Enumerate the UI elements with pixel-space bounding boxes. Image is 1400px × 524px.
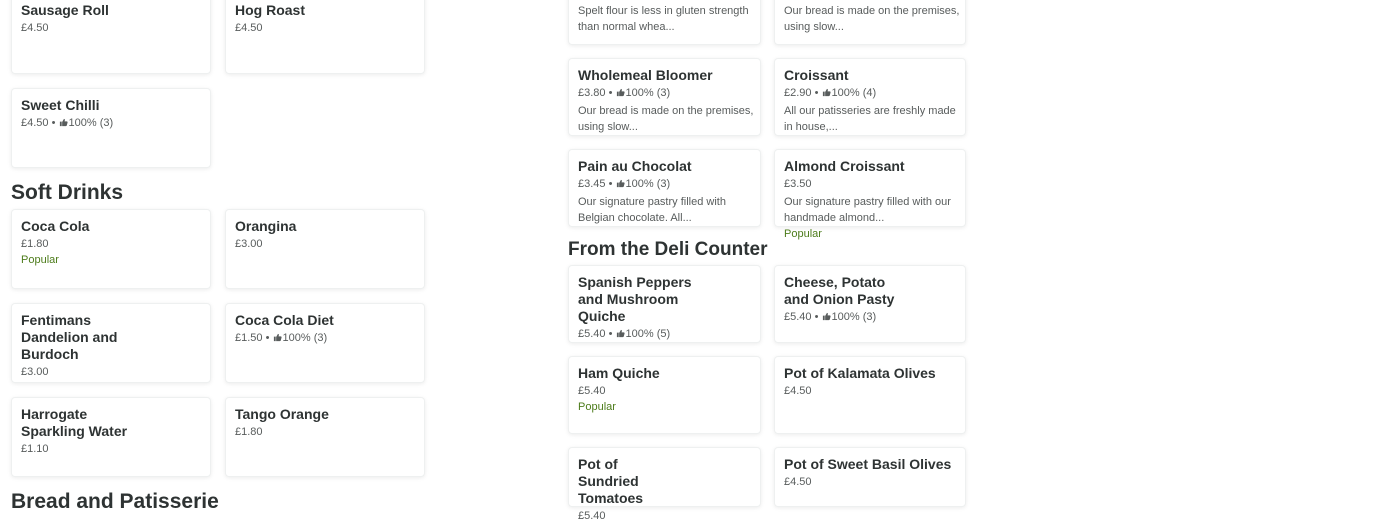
rating-count: (3) (99, 117, 114, 129)
item-price: £5.40 (578, 510, 606, 522)
item-meta (784, 85, 956, 101)
rating-count: (5) (656, 328, 671, 340)
item-description: Spelt flour is less in gluten strength than normal whea... (578, 5, 749, 33)
item-description: All our patisseries are freshly made in house,... (784, 105, 956, 133)
popular-badge: Popular (21, 254, 59, 266)
thumbs-up-icon (822, 88, 831, 97)
item-name: Spanish Peppers and Mushroom Quiche (578, 274, 692, 324)
menu-item-bread[interactable] (774, 0, 966, 45)
item-name: Pot of Kalamata Olives (784, 365, 936, 381)
separator: • (265, 332, 270, 344)
rating-count: (4) (862, 87, 877, 99)
section-title-soft-drinks: Soft Drinks (11, 181, 124, 204)
separator: • (814, 311, 819, 323)
item-price: £1.80 (235, 426, 263, 438)
thumbs-up-icon (273, 333, 282, 342)
item-name: Cheese, Potato and Onion Pasty (784, 274, 895, 307)
rating-count: (3) (656, 178, 671, 190)
menu-item-pain-au-chocolat[interactable] (568, 149, 761, 227)
item-description: Our signature pastry filled with Belgian chocolate. All... (578, 196, 726, 224)
item-name: Orangina (235, 218, 297, 234)
menu-item-harrogate-water[interactable] (11, 397, 211, 477)
menu-item-spanish-peppers-quiche[interactable] (568, 265, 761, 343)
item-price: £4.50 (235, 22, 263, 34)
item-name: Fentimans Dandelion and Burdoch (21, 312, 118, 362)
item-price: £3.45 (578, 178, 606, 190)
menu-item-coca-cola[interactable] (11, 209, 211, 289)
popular-badge: Popular (578, 401, 616, 413)
item-price: £1.10 (21, 443, 49, 455)
menu-item-almond-croissant[interactable] (774, 149, 966, 240)
item-meta (235, 330, 415, 346)
item-name: Wholemeal Bloomer (578, 67, 713, 83)
menu-item-sundried-tomatoes[interactable] (568, 447, 761, 522)
menu-item-sweet-basil-olives[interactable] (774, 447, 966, 507)
item-name: Tango Orange (235, 406, 329, 422)
menu-item-sausage-roll[interactable] (11, 0, 211, 74)
item-price: £3.00 (21, 366, 49, 378)
item-price: £5.40 (578, 328, 606, 340)
thumbs-up-icon (822, 312, 831, 321)
thumbs-up-icon (616, 329, 625, 338)
section-title-bread-patisserie: Bread and Patisserie (11, 490, 219, 513)
item-price: £4.50 (21, 117, 49, 129)
popular-badge: Popular (784, 228, 822, 240)
item-meta (784, 309, 956, 325)
item-price: £3.00 (235, 238, 263, 250)
item-price: £3.80 (578, 87, 606, 99)
separator: • (608, 178, 613, 190)
menu-item-hog-roast[interactable] (225, 0, 425, 74)
item-price: £2.90 (784, 87, 812, 99)
menu-item-cheese-potato-pasty[interactable] (774, 265, 966, 343)
menu-item-tango-orange[interactable] (225, 397, 425, 477)
rating-count: (3) (862, 311, 877, 323)
item-price: £4.50 (784, 385, 812, 397)
menu-item-wholemeal-bloomer[interactable] (568, 58, 761, 136)
menu-item-ham-quiche[interactable] (568, 356, 761, 434)
rating-percent: 100% (831, 311, 860, 323)
item-meta (578, 176, 751, 192)
separator: • (608, 87, 613, 99)
thumbs-up-icon (59, 118, 68, 127)
section-title-deli-counter: From the Deli Counter (568, 239, 768, 260)
item-price: £1.50 (235, 332, 263, 344)
item-name: Almond Croissant (784, 158, 905, 174)
item-name: Sausage Roll (21, 2, 109, 18)
menu-item-fentimans[interactable] (11, 303, 211, 383)
item-price: £1.80 (21, 238, 49, 250)
item-meta (578, 85, 751, 101)
item-name: Croissant (784, 67, 849, 83)
menu-item-spelt-bread[interactable] (568, 0, 761, 45)
rating-count: (3) (313, 332, 328, 344)
item-price: £3.50 (784, 178, 812, 190)
item-description: Our signature pastry filled with our handmade almond... (784, 196, 951, 224)
separator: • (51, 117, 56, 129)
item-price: £5.40 (784, 311, 812, 323)
item-description: Our bread is made on the premises, using slow... (784, 5, 960, 33)
rating-count: (3) (656, 87, 671, 99)
rating-percent: 100% (625, 87, 654, 99)
menu-item-croissant[interactable] (774, 58, 966, 136)
item-name: Harrogate Sparkling Water (21, 406, 128, 439)
menu-item-kalamata-olives[interactable] (774, 356, 966, 434)
thumbs-up-icon (616, 88, 625, 97)
rating-percent: 100% (68, 117, 97, 129)
item-name: Pot of Sundried Tomatoes (578, 456, 644, 506)
item-meta (21, 115, 201, 131)
separator: • (608, 328, 613, 340)
item-description: Our bread is made on the premises, using slow... (578, 105, 754, 133)
item-price: £4.50 (784, 476, 812, 488)
rating-percent: 100% (831, 87, 860, 99)
separator: • (814, 87, 819, 99)
item-name: Sweet Chilli (21, 97, 100, 113)
item-meta (578, 326, 751, 342)
item-name: Pain au Chocolat (578, 158, 692, 174)
rating-percent: 100% (282, 332, 311, 344)
menu-item-orangina[interactable] (225, 209, 425, 289)
menu-item-sweet-chilli[interactable] (11, 88, 211, 168)
item-price: £4.50 (21, 22, 49, 34)
item-name: Coca Cola Diet (235, 312, 334, 328)
item-name: Hog Roast (235, 2, 305, 18)
item-name: Coca Cola (21, 218, 90, 234)
menu-item-coca-cola-diet[interactable] (225, 303, 425, 383)
item-name: Pot of Sweet Basil Olives (784, 456, 952, 472)
rating-percent: 100% (625, 178, 654, 190)
rating-percent: 100% (625, 328, 654, 340)
item-name: Ham Quiche (578, 365, 660, 381)
thumbs-up-icon (616, 179, 625, 188)
item-price: £5.40 (578, 385, 606, 397)
